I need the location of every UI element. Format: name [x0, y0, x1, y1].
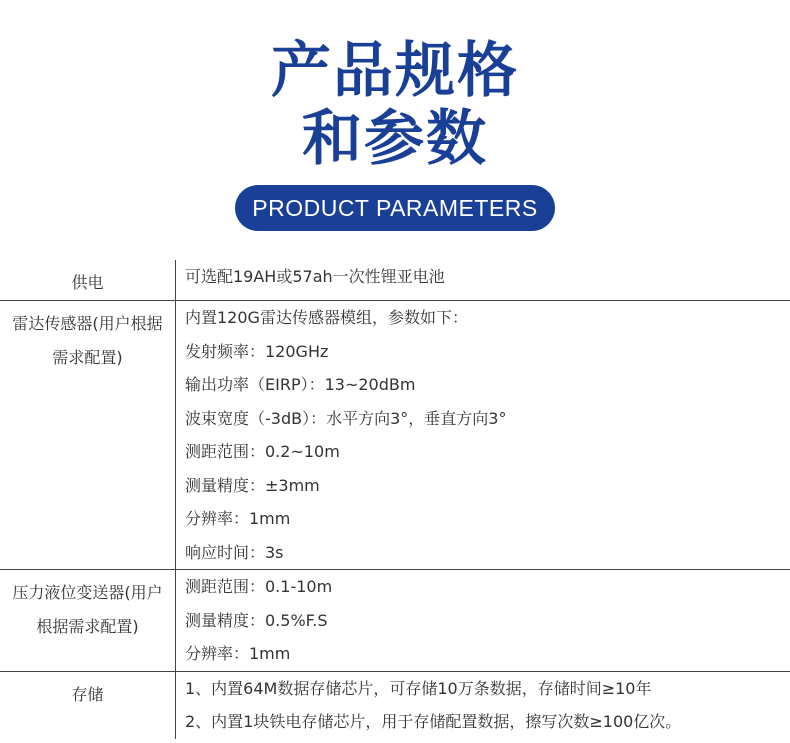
- page-title-line2: 和参数: [302, 104, 488, 174]
- row-value: 内置120G雷达传感器模组，参数如下：: [185, 308, 468, 327]
- row-value: 发射频率：120GHz: [185, 341, 329, 361]
- table-row-radar: [0, 301, 790, 570]
- row-label-line: 压力液位变送器(用户: [12, 583, 163, 602]
- page-title-line1: 产品规格: [271, 36, 519, 106]
- row-value: 2、内置1块铁电存储芯片，用于存储配置数据，擦写次数≥100亿次。: [185, 712, 682, 731]
- row-values: [176, 672, 790, 739]
- row-label: [0, 260, 176, 300]
- row-value: 响应时间：3s: [185, 542, 284, 562]
- row-values: [176, 260, 790, 300]
- row-label-line: 雷达传感器(用户根据: [12, 314, 163, 333]
- row-value: 测量精度：0.5%F.S: [185, 610, 328, 630]
- row-values: [176, 570, 790, 671]
- row-label: [0, 672, 176, 739]
- row-value: 波束宽度（-3dB）：水平方向3°，垂直方向3°: [185, 408, 507, 428]
- row-value: 测量精度：±3mm: [185, 475, 320, 495]
- row-label: [0, 570, 176, 671]
- row-value: 1、内置64M数据存储芯片，可存储10万条数据，存储时间≥10年: [185, 678, 652, 698]
- parameters-table: [0, 260, 790, 739]
- row-values: [176, 301, 790, 569]
- row-label-line: 根据需求配置): [36, 617, 139, 636]
- row-value: 可选配19AH或57ah一次性锂亚电池: [185, 267, 445, 286]
- row-label-line: 需求配置): [52, 348, 123, 367]
- row-value: 输出功率（EIRP）：13~20dBm: [185, 375, 416, 394]
- table-row-power: [0, 260, 790, 301]
- row-value: 测距范围：0.2~10m: [185, 442, 340, 461]
- table-row-storage: [0, 672, 790, 739]
- row-value: 测距范围：0.1-10m: [185, 577, 333, 596]
- row-value: 分辨率：1mm: [185, 644, 291, 663]
- table-row-pressure: [0, 570, 790, 672]
- row-label-line: 供电: [71, 273, 104, 292]
- row-label-line: 存储: [71, 684, 104, 704]
- subtitle-badge: PRODUCT PARAMETERS: [235, 185, 555, 231]
- row-value: 分辨率：1mm: [185, 509, 291, 528]
- row-label: [0, 301, 176, 569]
